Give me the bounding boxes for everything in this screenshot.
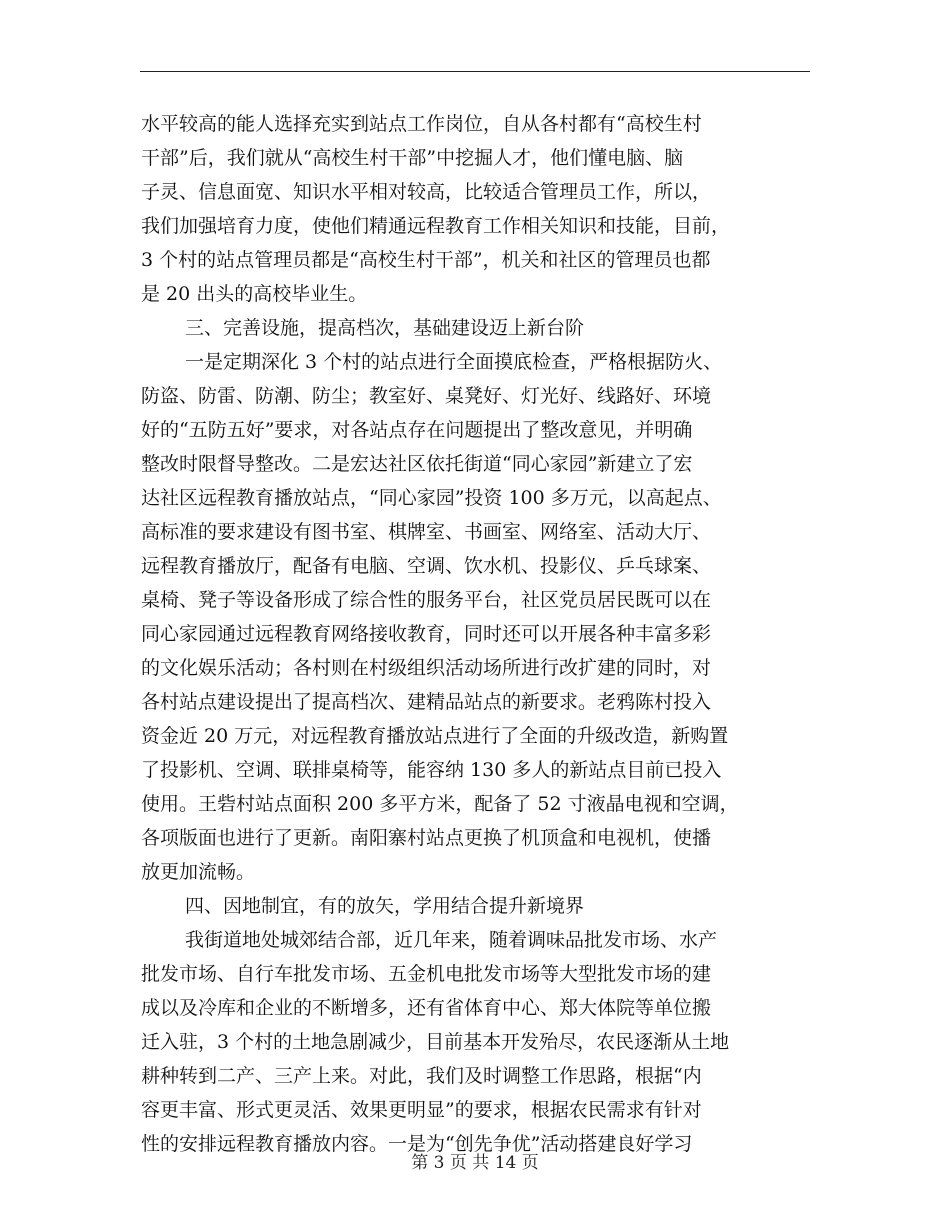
paragraph-line: 成以及冷库和企业的不断增多，还有省体育中心、郑大体院等单位搬 [141,997,712,1019]
paragraph-line: 远程教育播放厅，配备有电脑、空调、饮水机、投影仪、乒乓球案、 [141,555,712,577]
paragraph-line: 整改时限督导整改。二是宏达社区依托街道“同心家园”新建立了宏 [141,453,693,475]
header-rule [140,71,810,72]
paragraph-line: 我们加强培育力度，使他们精通远程教育工作相关知识和技能，目前， [141,215,731,237]
paragraph-line: 批发市场、自行车批发市场、五金机电批发市场等大型批发市场的建 [141,963,712,985]
paragraph-line: 资金近 20 万元，对远程教育播放站点进行了全面的升级改造，新购置 [141,725,729,747]
paragraph-line: 3 个村的站点管理员都是“高校生村干部”，机关和社区的管理员也都 [141,249,711,271]
paragraph-line: 各项版面也进行了更新。南阳寨村站点更换了机顶盒和电视机，使播 [141,827,712,849]
paragraph-line: 桌椅、凳子等设备形成了综合性的服务平台，社区党员居民既可以在 [141,589,712,611]
paragraph-line: 容更丰富、形式更灵活、效果更明显”的要求，根据农民需求有针对 [141,1099,702,1121]
paragraph-line: 各村站点建设提出了提高档次、建精品站点的新要求。老鸦陈村投入 [141,691,712,713]
paragraph-line: 干部”后，我们就从“高校生村干部”中挖掘人才，他们懂电脑、脑 [141,147,684,169]
document-body [141,107,811,1161]
section-heading: 三、完善设施，提高档次，基础建设迈上新台阶 [185,317,585,339]
paragraph-line: 我街道地处城郊结合部，近几年来，随着调味品批发市场、水产 [185,929,718,951]
paragraph-line: 性的安排远程教育播放内容。一是为“创先争优”活动搭建良好学习 [141,1133,693,1155]
paragraph-line: 一是定期深化 3 个村的站点进行全面摸底检查，严格根据防火、 [185,351,723,373]
paragraph-line: 迁入驻，3 个村的土地急剧减少，目前基本开发殆尽，农民逐渐从土地 [141,1031,730,1053]
paragraph-line: 了投影机、空调、联排桌椅等，能容纳 130 多人的新站点目前已投入 [141,759,722,781]
section-heading: 四、因地制宜，有的放矢，学用结合提升新境界 [185,895,585,917]
paragraph-line: 防盗、防雷、防潮、防尘；教室好、桌凳好、灯光好、线路好、环境 [141,385,712,407]
paragraph-line: 子灵、信息面宽、知识水平相对较高，比较适合管理员工作，所以， [141,181,712,203]
paragraph-line: 使用。王砦村站点面积 200 多平方米，配备了 52 寸液晶电视和空调， [141,793,739,815]
paragraph-line: 同心家园通过远程教育网络接收教育，同时还可以开展各种丰富多彩 [141,623,712,645]
page-footer: 第 3 页 共 14 页 [411,1153,539,1173]
paragraph-line: 耕种转到二产、三产上来。对此，我们及时调整工作思路，根据“内 [141,1065,702,1087]
paragraph-line: 水平较高的能人选择充实到站点工作岗位，自从各村都有“高校生村 [141,113,702,135]
paragraph-line: 高标准的要求建设有图书室、棋牌室、书画室、网络室、活动大厅、 [141,521,712,543]
paragraph-line: 放更加流畅。 [141,861,256,883]
paragraph-line: 好的“五防五好”要求，对各站点存在问题提出了整改意见，并明确 [141,419,693,441]
paragraph-line: 是 20 出头的高校毕业生。 [141,283,368,305]
paragraph-line: 达社区远程教育播放站点，“同心家园”投资 100 多万元，以高起点、 [141,487,722,509]
paragraph-line: 的文化娱乐活动；各村则在村级组织活动场所进行改扩建的同时，对 [141,657,712,679]
